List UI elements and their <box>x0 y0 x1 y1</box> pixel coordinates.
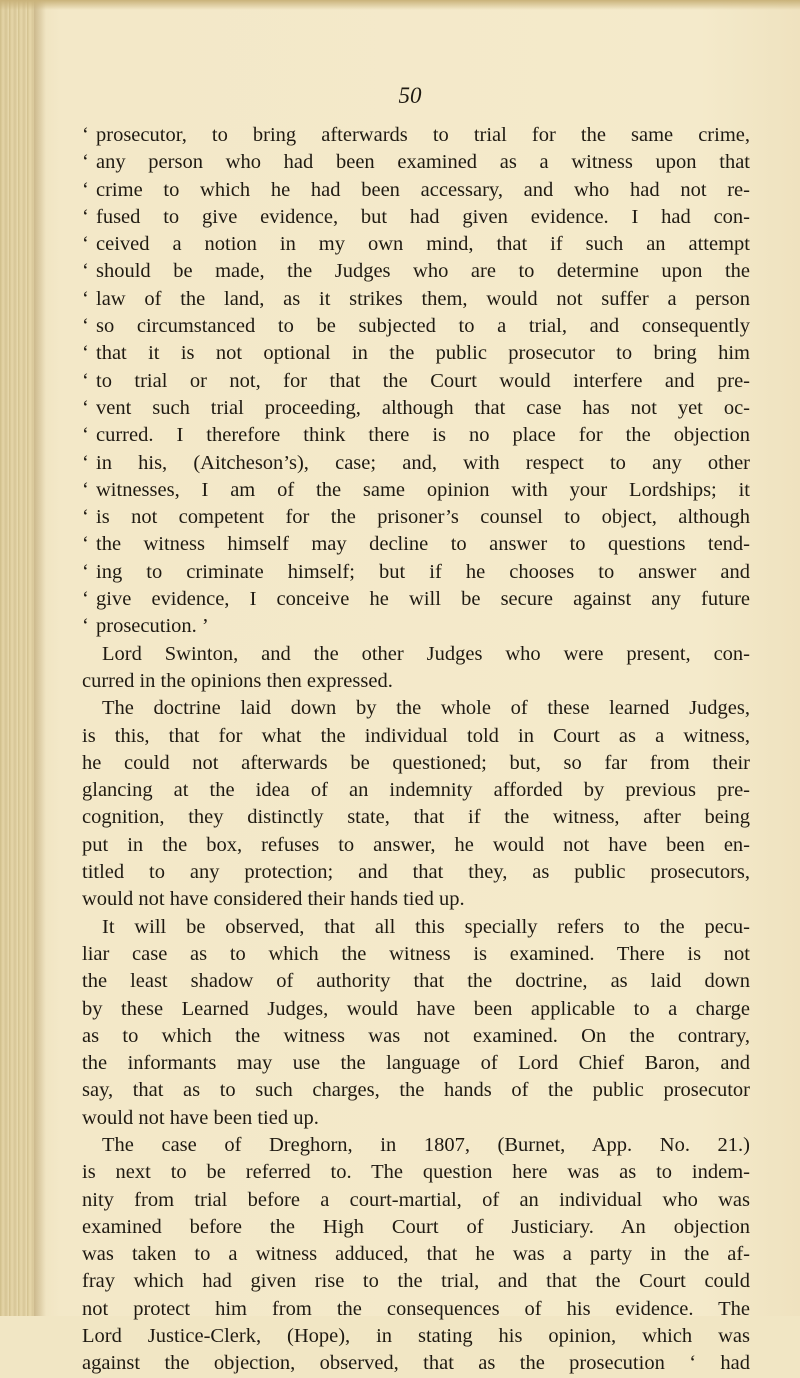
line-text: nity from trial before a court-martial, of an individual who was <box>82 1188 750 1211</box>
text-line <box>82 1050 750 1077</box>
quote-mark: ‘ <box>82 205 89 228</box>
line-text: the least shadow of authority that the doctrine, as laid down <box>82 970 750 993</box>
text-line <box>82 1023 750 1050</box>
text-line <box>82 886 750 913</box>
text-line <box>82 968 750 995</box>
text-line <box>82 559 750 586</box>
page-top-edge <box>0 0 800 10</box>
text-line <box>82 504 750 531</box>
line-text: fused to give evidence, but had given evidence. I had con- <box>96 205 750 228</box>
line-text: say, that as to such charges, the hands of the public prosecutor <box>82 1079 750 1102</box>
text-line <box>82 695 750 722</box>
text-line <box>82 1105 750 1132</box>
text-line <box>82 1241 750 1268</box>
text-line <box>82 641 750 668</box>
quote-mark: ‘ <box>82 369 89 392</box>
quote-mark: ‘ <box>82 478 89 501</box>
text-line <box>82 340 750 367</box>
text-line <box>82 859 750 886</box>
text-line <box>82 1187 750 1214</box>
text-line <box>82 668 750 695</box>
line-text: examined before the High Court of Justiciary. An objection <box>82 1215 750 1238</box>
line-text: any person who had been examined as a witness upon that <box>96 151 750 174</box>
text-line <box>82 1268 750 1295</box>
text-line <box>82 1350 750 1377</box>
line-text: by these Learned Judges, would have been applicable to a charge <box>82 997 750 1020</box>
text-line <box>82 750 750 777</box>
text-line <box>82 477 750 504</box>
text-line <box>82 368 750 395</box>
quote-mark: ‘ <box>82 424 89 447</box>
text-line <box>82 1159 750 1186</box>
line-text: put in the box, refuses to answer, he would not have been en- <box>82 833 750 856</box>
line-text: is not competent for the prisoner’s counsel to object, although <box>96 506 750 529</box>
line-text: vent such trial proceeding, although that case has not yet oc- <box>96 396 750 419</box>
quote-mark: ‘ <box>82 560 89 583</box>
quote-mark: ‘ <box>82 151 89 174</box>
line-text: to trial or not, for that the Court would interfere and pre- <box>96 369 750 392</box>
line-text: ing to criminate himself; but if he chooses to answer and <box>96 560 750 583</box>
page-binding-edge <box>0 0 34 1316</box>
line-text: so circumstanced to be subjected to a trial, and consequently <box>96 315 750 338</box>
line-text: law of the land, as it strikes them, would not suffer a person <box>96 287 750 310</box>
text-line <box>82 941 750 968</box>
quote-mark: ‘ <box>82 533 89 556</box>
text-line <box>82 258 750 285</box>
line-text: against the objection, observed, that as the prosecution ‘ had <box>82 1352 750 1375</box>
line-text: that it is not optional in the public prosecutor to bring him <box>96 342 750 365</box>
text-line <box>82 996 750 1023</box>
text-line <box>82 177 750 204</box>
line-text: cognition, they distinctly state, that if the witness, after being <box>82 806 750 829</box>
text-line <box>82 832 750 859</box>
text-line <box>82 777 750 804</box>
line-text: curred. I therefore think there is no place for the objection <box>96 424 750 447</box>
text-line <box>82 422 750 449</box>
line-text: in his, (Aitcheson’s), case; and, with respect to any other <box>96 451 750 474</box>
binding-shadow <box>34 0 46 1316</box>
line-text: liar case as to which the witness is examined. There is not <box>82 942 750 965</box>
body-text <box>82 122 750 1378</box>
line-text: The doctrine laid down by the whole of these learned Judges, <box>102 697 750 720</box>
line-text: was taken to a witness adduced, that he was a party in the af- <box>82 1243 750 1266</box>
quote-mark: ‘ <box>82 342 89 365</box>
line-text: Lord Swinton, and the other Judges who were present, con- <box>102 642 750 665</box>
line-text: prosecution. ’ <box>96 615 209 638</box>
line-text: witnesses, I am of the same opinion with your Lordships; it <box>96 478 750 501</box>
quote-mark: ‘ <box>82 451 89 474</box>
text-line <box>82 204 750 231</box>
line-text: is this, that for what the individual told in Court as a witness, <box>82 724 750 747</box>
text-line <box>82 1077 750 1104</box>
text-line <box>82 1132 750 1159</box>
text-line <box>82 122 750 149</box>
text-line <box>82 613 750 640</box>
text-line <box>82 1323 750 1350</box>
text-line <box>82 914 750 941</box>
line-text: should be made, the Judges who are to determine upon the <box>96 260 750 283</box>
line-text: would not have considered their hands tied up. <box>82 888 465 911</box>
quote-mark: ‘ <box>82 396 89 419</box>
line-text: curred in the opinions then expressed. <box>82 669 393 692</box>
text-line <box>82 1296 750 1323</box>
line-text: fray which had given rise to the trial, and that the Court could <box>82 1270 750 1293</box>
line-text: not protect him from the consequences of his evidence. The <box>82 1297 750 1320</box>
text-line <box>82 450 750 477</box>
text-line <box>82 586 750 613</box>
quote-mark: ‘ <box>82 233 89 256</box>
line-text: give evidence, I conceive he will be secure against any future <box>96 588 750 611</box>
line-text: crime to which he had been accessary, and who had not re- <box>96 178 750 201</box>
line-text: he could not afterwards be questioned; but, so far from their <box>82 751 750 774</box>
line-text: would not have been tied up. <box>82 1106 319 1129</box>
text-line <box>82 1214 750 1241</box>
line-text: titled to any protection; and that they, as public prosecutors, <box>82 861 750 884</box>
text-line <box>82 395 750 422</box>
quote-mark: ‘ <box>82 506 89 529</box>
quote-mark: ‘ <box>82 588 89 611</box>
quote-mark: ‘ <box>82 124 89 146</box>
quote-mark: ‘ <box>82 315 89 338</box>
text-line <box>82 149 750 176</box>
line-text: is next to be referred to. The question here was as to indem- <box>82 1161 750 1184</box>
text-line <box>82 286 750 313</box>
line-text: as to which the witness was not examined. On the contrary, <box>82 1024 750 1047</box>
line-text: The case of Dreghorn, in 1807, (Burnet, App. No. 21.) <box>102 1133 750 1156</box>
line-text: the witness himself may decline to answer to questions tend- <box>96 533 750 556</box>
text-line <box>82 804 750 831</box>
quote-mark: ‘ <box>82 178 89 201</box>
quote-mark: ‘ <box>82 260 89 283</box>
line-text: ceived a notion in my own mind, that if such an attempt <box>96 233 750 256</box>
line-text: It will be observed, that all this specially refers to the pecu- <box>102 915 750 938</box>
page-number: 50 <box>398 83 422 108</box>
text-line <box>82 531 750 558</box>
quote-mark: ‘ <box>82 287 89 310</box>
line-text: Lord Justice-Clerk, (Hope), in stating his opinion, which was <box>82 1325 750 1348</box>
line-text: glancing at the idea of an indemnity afforded by previous pre- <box>82 779 750 802</box>
text-line <box>82 231 750 258</box>
quote-mark: ‘ <box>82 615 89 638</box>
text-line <box>82 313 750 340</box>
text-line <box>82 723 750 750</box>
line-text: the informants may use the language of Lord Chief Baron, and <box>82 1052 750 1075</box>
line-text: prosecutor, to bring afterwards to trial for the same crime, <box>96 124 750 146</box>
